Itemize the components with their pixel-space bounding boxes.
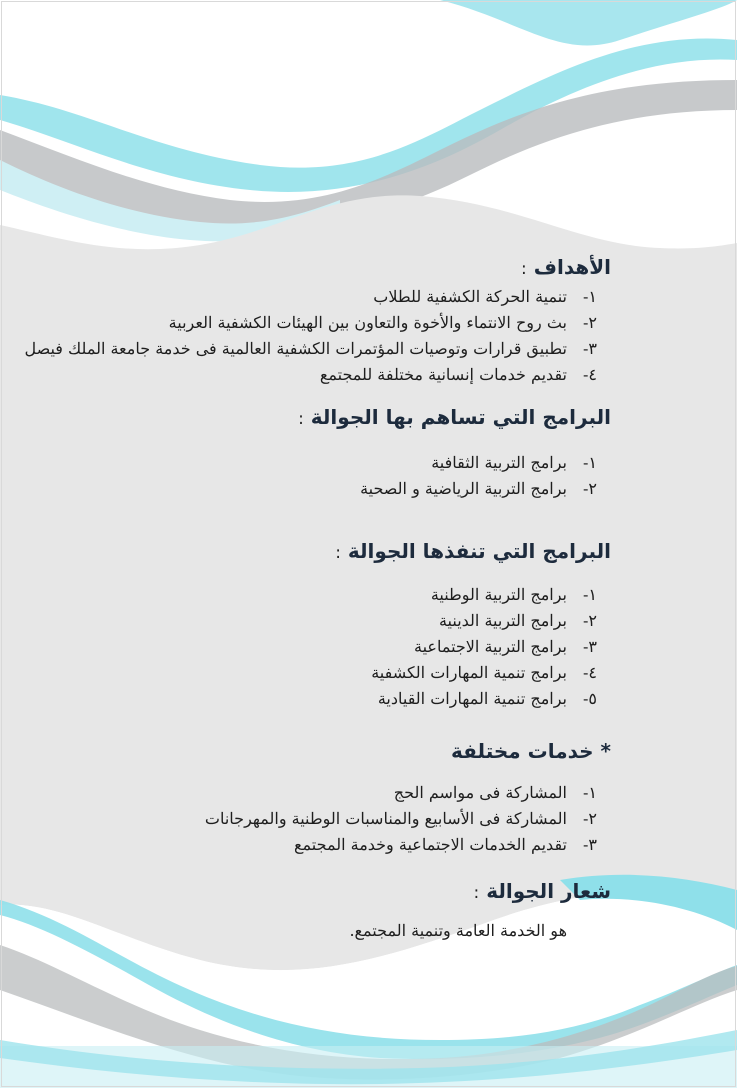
document-content bbox=[24, 252, 611, 944]
contributing-programs-heading-text: البرامج التي تساهم بها الجوالة bbox=[310, 405, 611, 429]
list-item bbox=[51, 832, 597, 858]
motto-text: هو الخدمة العامة وتنمية المجتمع. bbox=[349, 921, 567, 940]
list-item-text: المشاركة فى مواسم الحج bbox=[393, 783, 567, 802]
list-item-number: ٤- bbox=[583, 365, 597, 384]
contributing-programs-list bbox=[51, 450, 611, 502]
implemented-programs-list bbox=[51, 582, 611, 712]
goals-heading-colon: : bbox=[521, 259, 527, 279]
list-item-number: ٣- bbox=[583, 835, 597, 854]
services-heading-text: * خدمات مختلفة bbox=[451, 739, 611, 763]
motto-heading-colon: : bbox=[473, 883, 480, 903]
goals-heading-text: الأهداف bbox=[533, 255, 611, 279]
services-heading bbox=[51, 736, 611, 766]
list-item-text: برامج التربية الاجتماعية bbox=[414, 637, 567, 656]
list-item-number: ١- bbox=[583, 453, 597, 472]
list-item-number: ٥- bbox=[583, 689, 597, 708]
contributing-programs-section bbox=[51, 402, 611, 502]
list-item-number: ١- bbox=[583, 287, 597, 306]
list-item bbox=[51, 582, 597, 608]
goals-heading bbox=[51, 252, 611, 284]
list-item bbox=[51, 660, 597, 686]
list-item-number: ٢- bbox=[583, 313, 597, 332]
list-item-text: بث روح الانتماء والأخوة والتعاون بين الهيئات الكشفية العربية bbox=[168, 313, 567, 332]
list-item bbox=[51, 362, 597, 388]
list-item bbox=[51, 476, 597, 502]
list-item bbox=[51, 780, 597, 806]
list-item-text: تقديم خدمات إنسانية مختلفة للمجتمع bbox=[319, 365, 567, 384]
list-item-number: ١- bbox=[583, 585, 597, 604]
implemented-programs-heading-colon: : bbox=[335, 543, 341, 563]
list-item bbox=[51, 806, 597, 832]
list-item-number: ٤- bbox=[583, 663, 597, 682]
goals-section bbox=[24, 252, 611, 388]
implemented-programs-section bbox=[51, 536, 611, 712]
list-item-number: ٣- bbox=[583, 339, 597, 358]
list-item-number: ٢- bbox=[583, 479, 597, 498]
list-item bbox=[51, 310, 597, 336]
list-item bbox=[51, 284, 597, 310]
list-item-text: برامج التربية الدينية bbox=[438, 611, 567, 630]
implemented-programs-heading-text: البرامج التي تنفذها الجوالة bbox=[347, 539, 611, 563]
list-item-text: برامج تنمية المهارات الكشفية bbox=[371, 663, 567, 682]
motto-heading bbox=[51, 876, 611, 908]
list-item-text: برامج التربية الوطنية bbox=[430, 585, 567, 604]
list-item-text: برامج التربية الثقافية bbox=[431, 453, 567, 472]
list-item-text: تقديم الخدمات الاجتماعية وخدمة المجتمع bbox=[294, 835, 567, 854]
list-item bbox=[51, 450, 597, 476]
list-item-text: تنمية الحركة الكشفية للطلاب bbox=[373, 287, 567, 306]
list-item-number: ٣- bbox=[583, 637, 597, 656]
contributing-programs-heading bbox=[51, 402, 611, 434]
list-item-number: ٢- bbox=[583, 611, 597, 630]
services-list bbox=[51, 780, 611, 858]
list-item-text: برامج تنمية المهارات القيادية bbox=[377, 689, 567, 708]
implemented-programs-heading bbox=[51, 536, 611, 568]
list-item-text: المشاركة فى الأسابيع والمناسبات الوطنية والمهرجانات bbox=[204, 809, 567, 828]
list-item bbox=[51, 608, 597, 634]
goals-list bbox=[24, 284, 611, 388]
list-item-text: برامج التربية الرياضية و الصحية bbox=[360, 479, 567, 498]
list-item bbox=[51, 634, 597, 660]
list-item-number: ٢- bbox=[583, 809, 597, 828]
services-section bbox=[51, 736, 611, 858]
list-item-number: ١- bbox=[583, 783, 597, 802]
list-item bbox=[24, 336, 597, 362]
motto-section bbox=[51, 876, 611, 944]
list-item-text: تطبيق قرارات وتوصيات المؤتمرات الكشفية العالمية فى خدمة جامعة الملك فيصل bbox=[24, 339, 567, 358]
list-item bbox=[51, 686, 597, 712]
contributing-programs-heading-colon: : bbox=[298, 409, 304, 429]
motto-heading-text: شعار الجوالة bbox=[486, 879, 611, 903]
